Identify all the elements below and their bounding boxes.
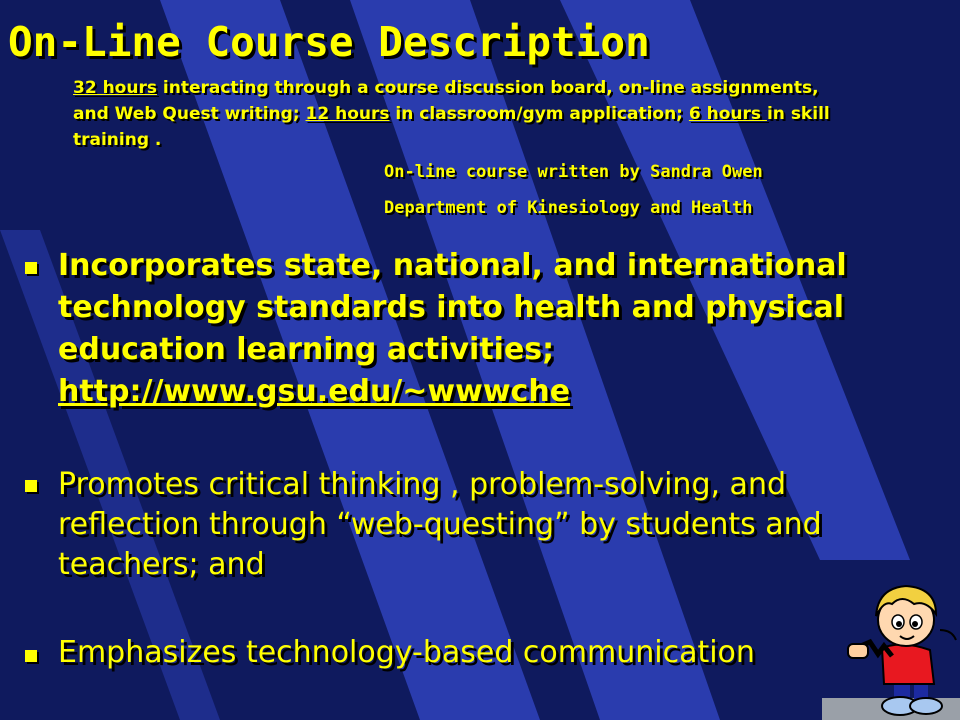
course-hours-summary [73,75,853,153]
course-website-link[interactable]: http://www.gsu.edu/~wwwche [58,374,571,409]
bullet-item-communication: Emphasizes technology-based communication [58,635,755,670]
square-bullet-icon [25,480,37,492]
bullet-item-standards [58,245,918,413]
hours-skill-text: in skill training . [73,104,830,150]
hours-discussion: 32 hours [73,78,157,98]
square-bullet-icon [25,262,37,274]
hours-skill: 6 hours [688,104,767,124]
author-credit: On-line course written by Sandra Owen [384,162,763,182]
cartoon-boy-mascot-icon [822,570,960,720]
hours-classroom: 12 hours [305,104,390,124]
department-credit: Department of Kinesiology and Health [384,198,753,218]
hours-classroom-text: in classroom/gym application; [389,104,689,124]
bullet-item-critical-thinking: Promotes critical thinking , problem-solving, and reflection through “web-questing” by students and teachers; and [58,467,822,582]
slide-title: On-Line Course Description [8,18,650,66]
square-bullet-icon [25,650,37,662]
hours-discussion-text: interacting through a course discussion board, on-line assignments, and Web Quest writing; [73,78,819,124]
bullet-text: Incorporates state, national, and international technology standards into health and physical education learning activities; [58,248,847,367]
